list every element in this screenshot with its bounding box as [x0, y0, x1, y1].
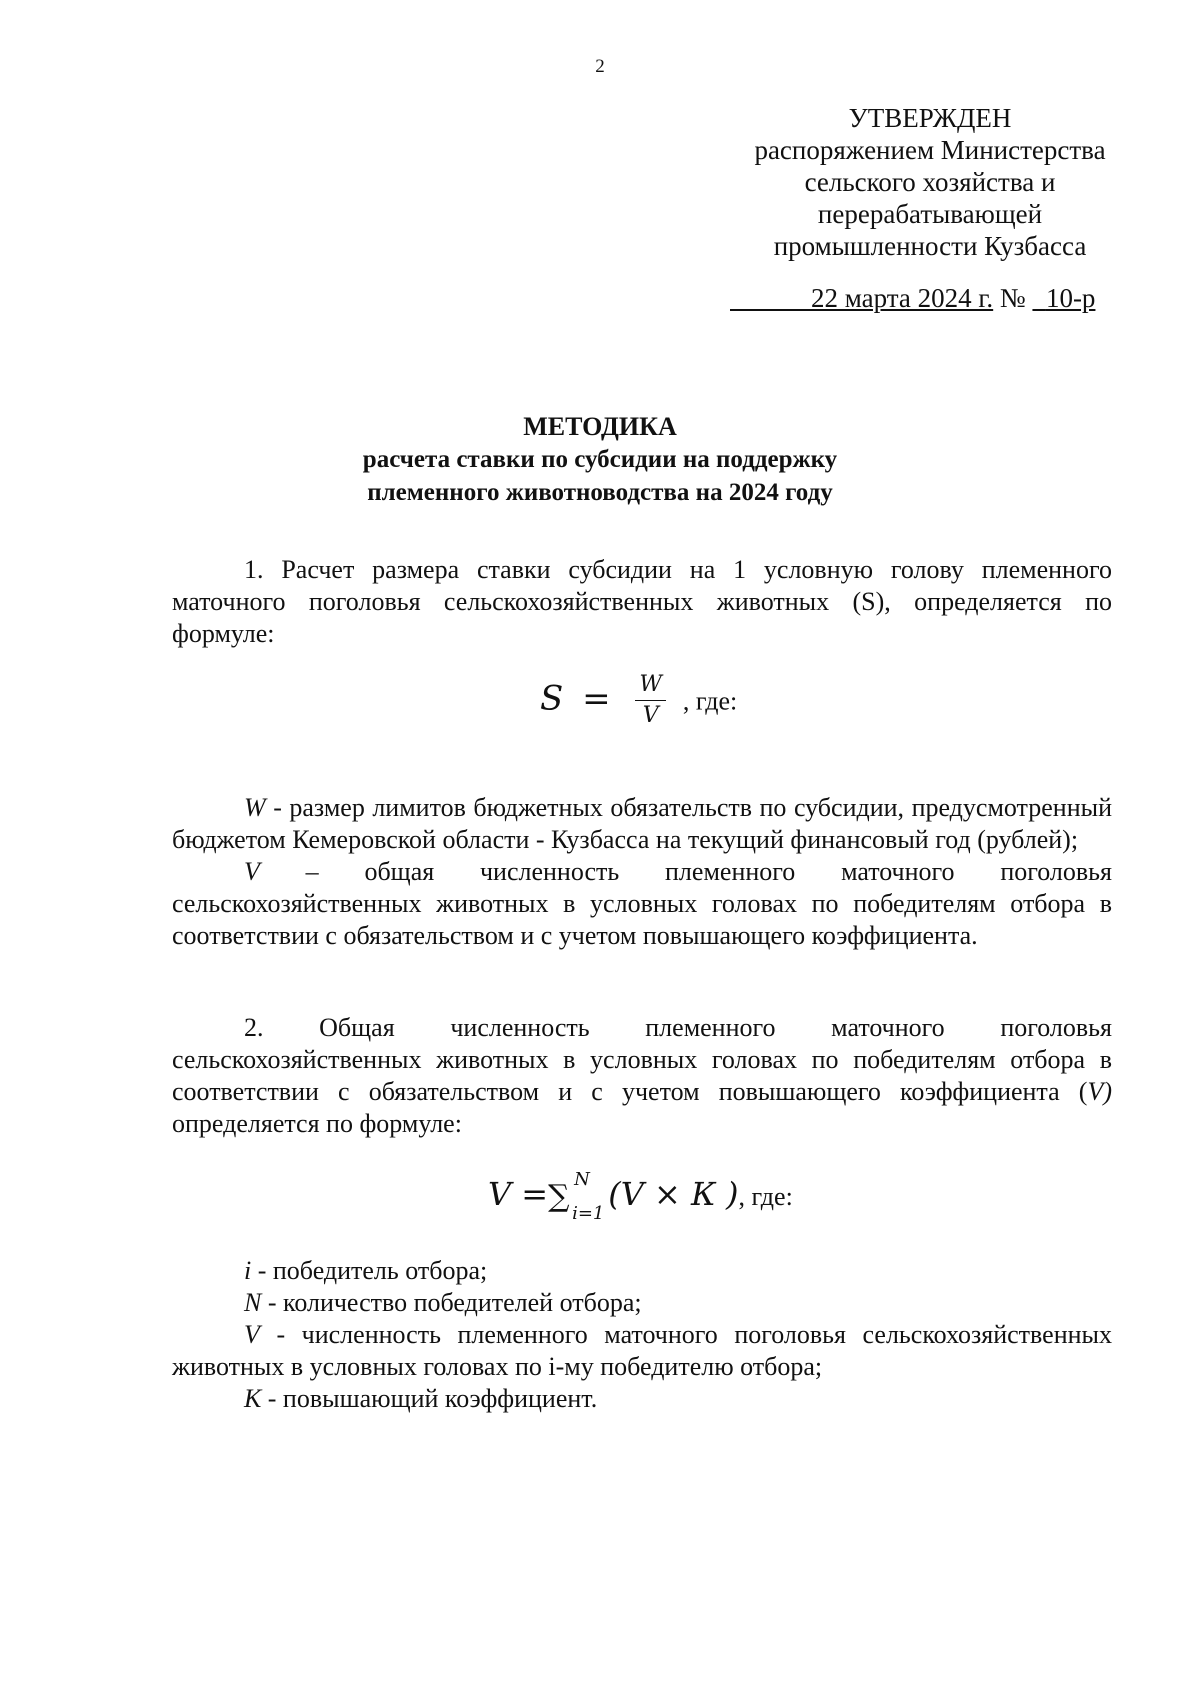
sum-lower: i=1	[572, 1202, 605, 1224]
formula-1-numerator: W	[635, 670, 666, 701]
definition-i-text: - победитель отбора;	[251, 1256, 488, 1285]
number-sign: №	[999, 283, 1026, 313]
section-1	[172, 554, 1112, 650]
definition-w-text: - размер лимитов бюджетных обязательств по субсидии, предусмотренный бюджетом Кемеровской области - Кузбасса на текущий финансовый год (рублей);	[172, 793, 1112, 854]
approval-date-line	[730, 283, 1095, 314]
heading-title: МЕТОДИКА	[523, 412, 677, 441]
page-number: 2	[595, 56, 605, 77]
approval-line-1: УТВЕРЖДЕН	[848, 103, 1012, 133]
approval-block	[740, 102, 1120, 262]
definition-v-symbol: V	[244, 857, 260, 886]
definition-i	[172, 1255, 1112, 1287]
definition-v-text: – общая численность племенного маточного поголовья сельскохозяйственных животных в условных головах по победителям отбора в соответствии с обязательством и с учетом повышающего коэффициента.	[172, 857, 1112, 950]
sum-upper: N	[574, 1168, 590, 1190]
section-2-symbol: V)	[1087, 1077, 1112, 1106]
formula-1-eq: =	[582, 678, 611, 719]
definition-n	[172, 1287, 1112, 1319]
definition-w	[172, 792, 1112, 856]
definition-k-text: - повышающий коэффициент.	[261, 1384, 598, 1413]
approval-date: 22 марта 2024 г.	[811, 283, 994, 313]
section-2	[172, 1012, 1112, 1140]
definitions-2	[172, 1255, 1112, 1415]
section-2-end: определяется по формуле:	[172, 1109, 462, 1138]
formula-2-lhs: V	[488, 1175, 512, 1213]
section-1-text: 1. Расчет размера ставки субсидии на 1 условную голову племенного маточного поголовья сельскохозяйственных животных (S), определяется по формуле:	[172, 555, 1112, 648]
formula-1-denominator: V	[642, 703, 659, 728]
section-2-text	[172, 1012, 1112, 1140]
approval-date-underline-pad	[730, 283, 811, 313]
definition-v2	[172, 1319, 1112, 1383]
heading-line-2: расчета ставки по субсидии на поддержку	[362, 446, 838, 473]
formula-1	[540, 670, 737, 731]
approval-number-value: 10-р	[1045, 283, 1096, 313]
definition-n-symbol: N	[244, 1288, 262, 1317]
approval-line-3: сельского хозяйства и	[804, 167, 1056, 197]
approval-number	[1032, 283, 1095, 313]
definition-k-symbol: К	[244, 1384, 262, 1413]
formula-2-body: (V × К )	[608, 1175, 739, 1213]
document-heading	[0, 410, 1200, 509]
definition-i-symbol: i	[244, 1256, 252, 1285]
definition-v	[172, 856, 1112, 952]
formula-2-eq: =	[521, 1175, 549, 1213]
approval-line-5: промышленности Кузбасса	[773, 231, 1087, 261]
formula-2-sum	[548, 1168, 605, 1224]
heading-line-3: племенного животноводства на 2024 году	[367, 479, 833, 506]
approval-line-2: распоряжением Министерства	[754, 135, 1106, 165]
approval-line-4: перерабатывающей	[817, 199, 1043, 229]
definition-n-text: - количество победителей отбора;	[261, 1288, 642, 1317]
formula-1-suffix: , где:	[682, 686, 738, 716]
definition-v2-symbol: V	[244, 1320, 260, 1349]
definition-k	[172, 1383, 1112, 1415]
definitions-1	[172, 792, 1112, 952]
sum-sign: ∑	[548, 1178, 570, 1214]
section-2-body: 2. Общая численность племенного маточного поголовья сельскохозяйственных животных в условных головах по победителям отбора в соответствии с обязательством и с учетом повышающего коэффициента (	[172, 1013, 1112, 1106]
definition-w-symbol: W	[244, 793, 266, 822]
formula-2-suffix: , где:	[738, 1182, 793, 1211]
formula-1-lhs: S	[540, 678, 564, 719]
formula-1-fraction	[635, 670, 666, 731]
definition-v2-text: - численность племенного маточного поголовья сельскохозяйственных животных в условных головах по i-му победителю отбора;	[172, 1320, 1112, 1381]
formula-2	[488, 1168, 793, 1224]
